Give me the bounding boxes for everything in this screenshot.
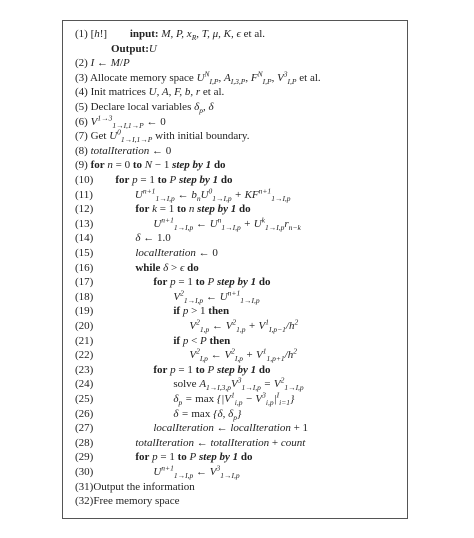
algo-line-12: (12) for k = 1 to n step by 1 do (75, 203, 251, 216)
algo-line-16: (16) while δ > ϵ do (75, 261, 199, 274)
algo-line-25: (25) $\delta_p = \max \{|V^1_{i,p} - V^3_{i,p}|^I_{i=1}\}$ (75, 390, 295, 408)
line-number: (1) [h!] (75, 28, 108, 40)
algo-line-32 (75, 494, 179, 509)
line-body: Output the information (93, 480, 195, 493)
algo-line-14: (14) δ ← 1.0 (75, 232, 171, 245)
algo-line-18: (18) $V^2_{1\to I,p}$ ← $U^{n+1}_{1\to I,p}$ (75, 288, 260, 305)
line-number: (29) (75, 451, 94, 464)
line-body: for p = 1 to P step by 1 do (135, 451, 253, 464)
algo-line-9: (9) for n = 0 to N − 1 step by 1 do (75, 159, 226, 172)
algo-line-8: (8) totalIteration ← 0 (75, 144, 172, 157)
algo-line-26: (26) δ = max {δ, $\delta_p$} (75, 407, 242, 422)
algo-line-4: (4) Init matrices U, A, F, b, r et al. (75, 86, 225, 99)
algo-line-27: (27) localIteration ← localIteration + 1 (75, 422, 309, 435)
line-number: (32) (75, 495, 94, 508)
algo-line-11: (11) $U^{n+1}_{1\to I,p}$ ← $b_nU^0_{1\to I,p} + KF^{n+1}_{1\to I,p}$ (75, 185, 291, 203)
algo-line-28: (28) totalIteration ← totalIteration + count (75, 436, 306, 449)
algo-line-31 (75, 480, 195, 495)
algo-line-3: (3) Allocate memory space $U^N_{I,P}$, $A_{I,3,P}$, $F^N_{I,P}$, $V^3_{I,P}$ et al. (75, 69, 321, 86)
algo-line-22: (22) $V^2_{I,p}$ ← $V^2_{I,p} + V^1_{1,p+1}/h^2$ (75, 346, 297, 364)
algo-line-6: (6) $V^{1\to 3}_{1\to I,1\to P}$ ← 0 (75, 112, 166, 130)
algo-line-13: (13) $U^{n+1}_{1\to I,p}$ ← $U^n_{1\to I,p} + U^k_{1\to I,p}r_{n-k}$ (75, 215, 301, 232)
algorithm-box (62, 20, 408, 519)
algo-line-10: (10) for p = 1 to P step by 1 do (75, 174, 233, 186)
algo-line-24: (24) solve $A_{1\to I,3,p}V^3_{1\to I,p} = V^2_{1\to I,p}$ (75, 375, 304, 393)
algo-line-5: (5) Declare local variables $\delta_p$, δ (75, 101, 214, 116)
line-body: Free memory space (93, 495, 180, 508)
algo-line-20: (20) $V^2_{1,p}$ ← $V^2_{1,p} + V^1_{I,p-1}/h^2$ (75, 317, 299, 335)
algo-line-17: (17) for p = 1 to P step by 1 do (75, 276, 271, 289)
algo-line-23: (23) for p = 1 to P step by 1 do (75, 363, 271, 376)
algo-line-19: (19) if p > 1 then (75, 305, 230, 318)
algo-line-1: (1) [h!] input: M, P, $x_R$, T, μ, K, ϵ et al. (75, 28, 266, 43)
line-body: $U^{n+1}_{1\to I,p}$ ← $V^3_{1\to I,p}$ (153, 463, 240, 481)
line-number: (31) (75, 480, 94, 493)
algo-line-7: (7) Get $U^0_{1\to I,1\to P}$ with initial boundary. (75, 127, 250, 145)
line-number: (30) (75, 466, 94, 478)
algo-line-30 (75, 465, 240, 480)
algo-line-2: (2) I ← M/P (75, 57, 130, 70)
algo-line-output: Output:U (111, 42, 157, 55)
algo-line-15: (15) localIteration ← 0 (75, 247, 218, 259)
algo-line-21: (21) if p < P then (75, 334, 231, 347)
